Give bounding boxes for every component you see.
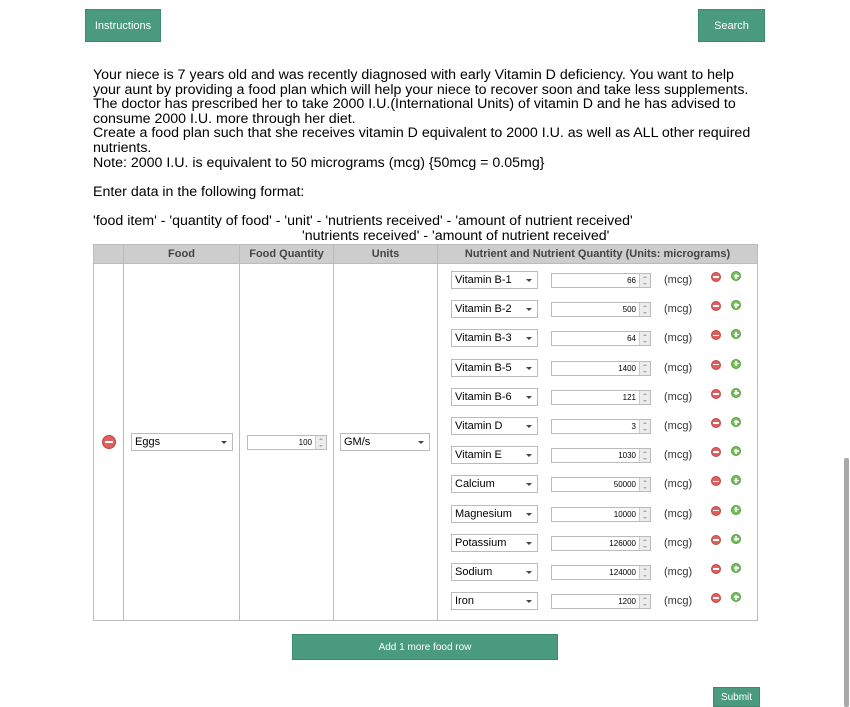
nutrient-amount-value: 124000 <box>609 568 636 577</box>
nutrient-amount-value: 64 <box>627 334 636 344</box>
amount-stepper[interactable] <box>639 478 650 491</box>
remove-nutrient-icon[interactable] <box>711 330 721 340</box>
nutrient-row <box>438 556 758 585</box>
food-quantity-input[interactable] <box>247 435 327 450</box>
instructions-text <box>93 68 763 243</box>
nutrient-unit: (mcg) <box>664 566 693 578</box>
amount-stepper[interactable] <box>639 595 650 608</box>
nutrient-row <box>438 585 758 614</box>
nutrient-amount-input[interactable] <box>551 477 651 492</box>
chevron-down-icon <box>526 337 532 340</box>
format-line-1: 'food item' - 'quantity of food' - 'unit' - 'nutrients received' - 'amount of nutrient received' <box>93 212 633 229</box>
nutrient-select-value: Vitamin B-5 <box>455 361 512 374</box>
add-nutrient-icon[interactable] <box>731 271 741 281</box>
nutrient-select[interactable] <box>451 534 538 552</box>
add-nutrient-icon[interactable] <box>731 475 741 485</box>
nutrient-select[interactable] <box>451 271 538 289</box>
nutrient-select[interactable] <box>451 592 538 610</box>
remove-nutrient-icon[interactable] <box>711 476 721 486</box>
header-quantity: Food Quantity <box>240 245 334 264</box>
nutrient-amount-input[interactable] <box>551 361 651 376</box>
nutrient-amount-input[interactable] <box>551 273 651 288</box>
nutrient-unit: (mcg) <box>664 449 693 462</box>
chevron-down-icon <box>526 542 532 545</box>
food-plan-table <box>93 244 758 621</box>
chevron-down-icon <box>526 279 532 282</box>
nutrient-row <box>438 527 758 556</box>
nutrient-unit: (mcg) <box>664 478 693 491</box>
nutrient-unit: (mcg) <box>664 332 693 345</box>
nutrient-row <box>438 468 758 497</box>
nutrient-amount-input[interactable] <box>551 507 651 522</box>
nutrient-row <box>438 264 758 293</box>
nutrient-select-value: Calcium <box>455 478 495 491</box>
add-nutrient-icon[interactable] <box>731 505 741 515</box>
nutrient-unit: (mcg) <box>664 361 693 374</box>
amount-stepper[interactable] <box>639 332 650 345</box>
nutrients-cell <box>438 264 758 621</box>
submit-button[interactable]: Submit <box>713 687 760 707</box>
nutrient-amount-value: 121 <box>622 392 636 402</box>
amount-stepper[interactable] <box>639 362 650 375</box>
chevron-down-icon <box>526 600 532 603</box>
nutrient-select[interactable] <box>451 417 538 435</box>
nutrient-amount-input[interactable] <box>551 536 651 551</box>
amount-stepper[interactable] <box>639 420 650 433</box>
nutrient-unit: (mcg) <box>664 274 693 286</box>
quantity-cell <box>240 264 334 621</box>
add-nutrient-icon[interactable] <box>731 563 741 573</box>
search-button[interactable]: Search <box>698 9 765 42</box>
nutrient-amount-value: 1400 <box>618 363 636 373</box>
amount-stepper[interactable] <box>639 537 650 550</box>
remove-nutrient-icon[interactable] <box>711 535 721 545</box>
nutrient-select-value: Magnesium <box>455 507 512 520</box>
quantity-stepper[interactable] <box>315 436 326 449</box>
format-line-2: 'nutrients received' - 'amount of nutrient received' <box>302 227 610 244</box>
add-nutrient-icon[interactable] <box>731 446 741 456</box>
format-intro: Enter data in the following format: <box>93 183 305 200</box>
add-nutrient-icon[interactable] <box>731 300 741 310</box>
nutrients-list <box>438 264 757 620</box>
remove-row-cell <box>94 264 124 621</box>
remove-nutrient-icon[interactable] <box>711 360 721 370</box>
nutrient-select[interactable] <box>451 359 538 377</box>
header-remove <box>94 245 124 264</box>
nutrient-amount-input[interactable] <box>551 331 651 346</box>
chevron-down-icon <box>526 308 532 311</box>
nutrient-amount-input[interactable] <box>551 302 651 317</box>
chevron-down-icon <box>526 396 532 399</box>
nutrient-amount-value: 10000 <box>613 509 636 519</box>
nutrient-amount-value: 500 <box>622 305 636 315</box>
nutrient-unit: (mcg) <box>664 536 693 549</box>
remove-nutrient-icon[interactable] <box>711 593 721 603</box>
remove-nutrient-icon[interactable] <box>711 418 721 428</box>
remove-nutrient-icon[interactable] <box>711 506 721 516</box>
unit-select-value: GM/s <box>344 436 371 448</box>
remove-row-icon[interactable] <box>102 435 116 449</box>
amount-stepper[interactable] <box>639 566 650 579</box>
chevron-down-icon <box>418 441 424 444</box>
remove-nutrient-icon[interactable] <box>711 272 721 282</box>
nutrient-amount-value: 3 <box>631 422 636 431</box>
nutrient-select[interactable] <box>451 563 538 581</box>
chevron-down-icon <box>526 454 532 457</box>
nutrient-row <box>438 498 758 527</box>
task-goal: Create a food plan such that she receives vitamin D equivalent to 2000 I.U. as well as ALL other required nutrients. <box>93 125 751 156</box>
nutrient-unit: (mcg) <box>664 595 693 608</box>
chevron-down-icon <box>526 425 532 428</box>
nutrient-amount-value: 1030 <box>618 451 636 461</box>
amount-stepper[interactable] <box>639 274 650 287</box>
scrollbar-thumb[interactable] <box>844 458 849 707</box>
nutrient-row <box>438 352 758 381</box>
nutrient-select[interactable] <box>451 446 538 464</box>
nutrient-unit: (mcg) <box>664 390 693 403</box>
nutrient-select[interactable] <box>451 475 538 493</box>
nutrient-select-value: Vitamin D <box>455 420 503 432</box>
amount-stepper[interactable] <box>639 508 650 521</box>
instructions-button[interactable]: Instructions <box>85 9 161 42</box>
amount-stepper[interactable] <box>639 303 650 316</box>
nutrient-select-value: Vitamin E <box>455 449 502 462</box>
task-description: Your niece is 7 years old and was recently diagnosed with early Vitamin D deficiency. You want to help your aunt by providing a food plan which will help your niece to recover soon and take less supplements. The doctor has prescribed her to take 2000 I.U.(International Units) of vitamin D and he has advised to consume 2000 I.U. more through her diet. <box>93 67 749 127</box>
nutrient-row <box>438 322 758 351</box>
remove-nutrient-icon[interactable] <box>711 447 721 457</box>
table-row <box>94 264 758 621</box>
chevron-down-icon <box>221 441 227 444</box>
header-food: Food <box>124 245 240 264</box>
food-select-value: Eggs <box>135 436 161 448</box>
chevron-down-icon <box>526 483 532 486</box>
add-nutrient-icon[interactable] <box>731 592 741 602</box>
table-header-row <box>94 245 758 264</box>
nutrient-select-value: Iron <box>455 595 474 608</box>
header-nutrients: Nutrient and Nutrient Quantity (Units: micrograms) <box>438 245 758 264</box>
nutrient-row <box>438 381 758 410</box>
nutrient-select-value: Sodium <box>455 566 493 578</box>
remove-nutrient-icon[interactable] <box>711 564 721 574</box>
nutrient-select-value: Vitamin B-1 <box>455 274 512 286</box>
food-select[interactable] <box>131 433 233 451</box>
nutrient-amount-value: 66 <box>627 276 636 285</box>
nutrient-amount-input[interactable] <box>551 390 651 405</box>
nutrient-unit: (mcg) <box>664 420 693 432</box>
amount-stepper[interactable] <box>639 391 650 404</box>
food-cell <box>124 264 240 621</box>
chevron-down-icon <box>526 513 532 516</box>
nutrient-row <box>438 439 758 468</box>
nutrient-select-value: Vitamin B-6 <box>455 390 512 403</box>
chevron-down-icon <box>526 571 532 574</box>
nutrient-amount-input[interactable] <box>551 565 651 580</box>
chevron-down-icon <box>526 367 532 370</box>
nutrient-amount-input[interactable] <box>551 594 651 609</box>
nutrient-unit: (mcg) <box>664 507 693 520</box>
nutrient-amount-value: 50000 <box>613 480 636 490</box>
header-units: Units <box>334 245 438 264</box>
nutrient-row <box>438 293 758 322</box>
nutrient-amount-value: 126000 <box>609 538 636 548</box>
remove-nutrient-icon[interactable] <box>711 301 721 311</box>
nutrient-amount-input[interactable] <box>551 419 651 434</box>
nutrient-select-value: Vitamin B-2 <box>455 303 512 316</box>
nutrient-select[interactable] <box>451 329 538 347</box>
nutrient-amount-value: 1200 <box>618 597 636 607</box>
nutrient-unit: (mcg) <box>664 303 693 316</box>
nutrient-row <box>438 410 758 439</box>
add-nutrient-icon[interactable] <box>731 534 741 544</box>
nutrient-amount-input[interactable] <box>551 448 651 463</box>
add-nutrient-icon[interactable] <box>731 388 741 398</box>
food-quantity-value: 100 <box>298 437 312 447</box>
unit-select[interactable] <box>340 433 430 451</box>
nutrient-select-value: Vitamin B-3 <box>455 332 512 345</box>
add-nutrient-icon[interactable] <box>731 417 741 427</box>
remove-nutrient-icon[interactable] <box>711 389 721 399</box>
nutrient-select-value: Potassium <box>455 536 507 549</box>
nutrient-select[interactable] <box>451 388 538 406</box>
amount-stepper[interactable] <box>639 449 650 462</box>
units-cell <box>334 264 438 621</box>
nutrient-select[interactable] <box>451 300 538 318</box>
task-note: Note: 2000 I.U. is equivalent to 50 micrograms (mcg) {50mcg = 0.05mg} <box>93 154 545 171</box>
add-food-row-button[interactable]: Add 1 more food row <box>292 634 558 660</box>
add-nutrient-icon[interactable] <box>731 329 741 339</box>
nutrient-select[interactable] <box>451 505 538 523</box>
add-nutrient-icon[interactable] <box>731 359 741 369</box>
